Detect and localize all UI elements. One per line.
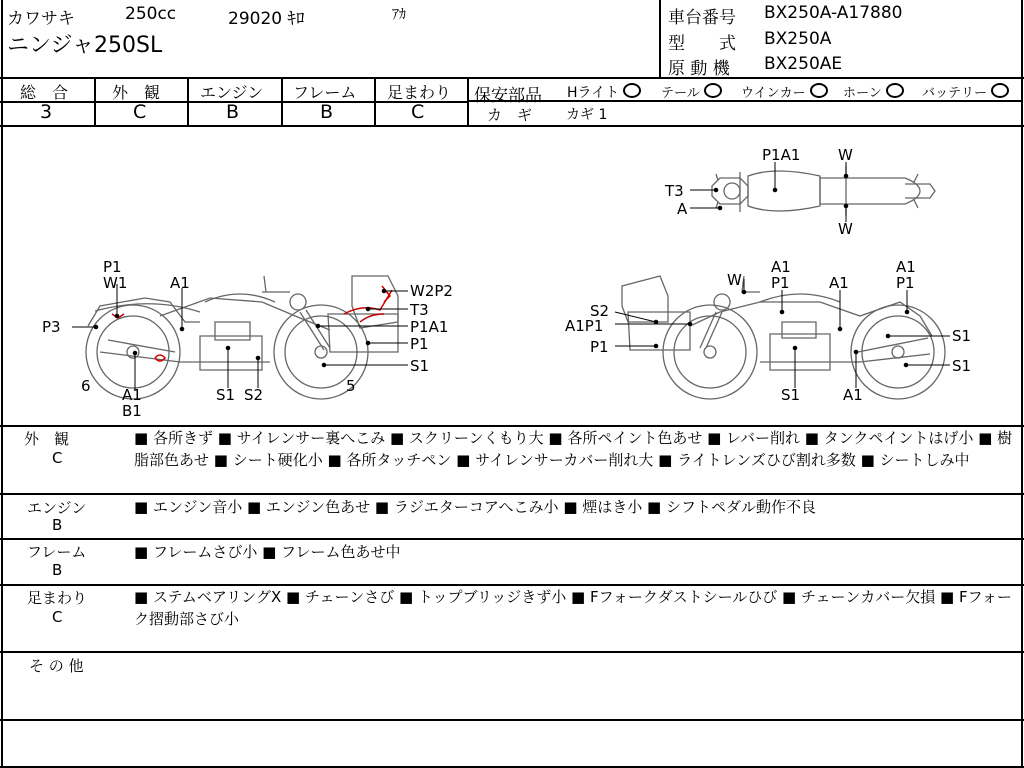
right-label-s1-bottom: S1 [781, 386, 801, 404]
grade-frame-value: B [320, 101, 334, 123]
left-label-s1-bottom: S1 [216, 386, 236, 404]
section-engine-grade: B [52, 516, 63, 534]
key-label: カ ギ [487, 106, 533, 124]
engine-label: 原 動 機 [668, 59, 730, 79]
left-label-a1-top: A1 [170, 274, 190, 292]
section-frame-grade: B [52, 561, 63, 579]
grade-total-label: 総 合 [20, 83, 69, 102]
left-label-b1: B1 [122, 402, 142, 420]
safety-winker-label: ウインカー [741, 86, 806, 101]
right-label-a1p1: A1P1 [565, 317, 604, 335]
section-suspension-notes: ■ ステムベアリングX ■ チェーンさび ■ トップブリッジきず小 ■ Fフォークダストシールひび ■ チェーンカバー欠損 ■ Fフォーク摺動部さび小 [134, 588, 1012, 628]
section-other-title: そ の 他 [29, 657, 84, 675]
left-label-s1-right: S1 [410, 357, 430, 375]
safety-horn-label: ホーン [843, 86, 882, 101]
top-label-w-top: W [838, 146, 853, 164]
safety-headlight [567, 82, 641, 102]
section-engine-title: エンジン [27, 499, 87, 517]
top-label-w-bottom: W [838, 220, 853, 238]
top-view-bike-icon [712, 166, 935, 216]
right-label-a1-c: A1 [896, 258, 916, 276]
section-frame-notes: ■ フレームさび小 ■ フレーム色あせ中 [134, 543, 401, 561]
safety-battery-label: バッテリー [922, 86, 988, 101]
left-label-p1-mid: P1 [410, 335, 429, 353]
safety-winker [741, 82, 828, 101]
maker-name: カワサキ [7, 9, 75, 29]
left-label-s2-bottom: S2 [244, 386, 264, 404]
ok-circle-icon [623, 83, 641, 98]
left-label-w1: W1 [103, 274, 128, 292]
grade-engine-value: B [226, 101, 240, 123]
safety-horn [843, 82, 904, 101]
ok-circle-icon [886, 83, 904, 98]
damage-diagram [0, 126, 1024, 426]
section-frame-title: フレーム [27, 543, 87, 561]
grade-exterior-label: 外 観 [112, 83, 161, 102]
right-label-p1-a: P1 [771, 274, 790, 292]
top-label-p1a1: P1A1 [762, 146, 801, 164]
top-label-a: A [677, 200, 688, 218]
color: ｱｶ [392, 7, 406, 23]
safety-tail [661, 82, 722, 101]
grade-suspension-value: C [411, 101, 425, 123]
displacement: 250cc [125, 4, 177, 24]
left-label-five: 5 [346, 377, 356, 395]
chassis-label: 車台番号 [668, 8, 736, 28]
chassis-value: BX250A-A17880 [764, 3, 903, 23]
grade-exterior-value: C [133, 101, 147, 123]
section-engine-notes: ■ エンジン音小 ■ エンジン色あせ ■ ラジエターコアへこみ小 ■ 煙はき小 ■ シフトペダル動作不良 [134, 498, 816, 516]
grade-frame-label: フレーム [293, 83, 357, 102]
section-exterior-grade: C [52, 449, 63, 467]
grade-total-value: 3 [40, 101, 53, 123]
left-label-p1: P1 [103, 258, 122, 276]
model-name: ニンジャ250SL [7, 33, 163, 58]
type-value: BX250A [764, 29, 832, 49]
safety-battery [922, 82, 1009, 101]
safety-tail-label: テール [661, 86, 700, 101]
right-label-p1: P1 [590, 338, 609, 356]
right-label-a1-b: A1 [829, 274, 849, 292]
engine-value: BX250AE [764, 54, 843, 74]
right-side-bike-icon [622, 276, 945, 399]
left-label-a1-bottom: A1 [122, 386, 142, 404]
section-exterior-notes: ■ 各所きず ■ サイレンサー裏へこみ ■ スクリーンくもり大 ■ 各所ペイント色あせ ■ レバー削れ ■ タンクペイントはげ小 ■ 樹脂部色あせ ■ シート硬化小 ■ 各所タッチペン ■ サイレンサーカバー削れ大 ■ ライトレンズひび割れ多数 ■ シートしみ中 [134, 429, 1013, 469]
left-label-p3: P3 [42, 318, 61, 336]
left-label-w2p2: W2P2 [410, 282, 453, 300]
left-label-t3: T3 [410, 301, 429, 319]
section-exterior-title: 外 観 [24, 430, 70, 448]
ok-circle-icon [810, 83, 828, 98]
right-label-a1-bottom: A1 [843, 386, 863, 404]
safety-title: 保安部品 [474, 86, 542, 106]
ok-circle-icon [704, 83, 722, 98]
right-label-a1-a: A1 [771, 258, 791, 276]
mileage: 29020 ｷﾛ [228, 9, 305, 29]
top-label-t3: T3 [665, 182, 684, 200]
right-label-w: W [727, 271, 742, 289]
left-label-six: 6 [81, 377, 91, 395]
section-suspension-title: 足まわり [27, 589, 88, 607]
section-suspension-grade: C [52, 608, 63, 626]
grade-engine-label: エンジン [200, 83, 264, 102]
grade-suspension-label: 足まわり [387, 83, 452, 102]
right-label-s1-r2: S1 [952, 357, 972, 375]
right-label-s1-r1: S1 [952, 327, 972, 345]
safety-headlight-label: Hライト [567, 85, 620, 101]
key-value: カギ 1 [566, 107, 608, 123]
ok-circle-icon [991, 83, 1009, 98]
right-label-p1-c: P1 [896, 274, 915, 292]
type-label: 型 式 [668, 34, 736, 54]
left-label-p1a1: P1A1 [410, 318, 449, 336]
right-label-s2: S2 [590, 302, 610, 320]
